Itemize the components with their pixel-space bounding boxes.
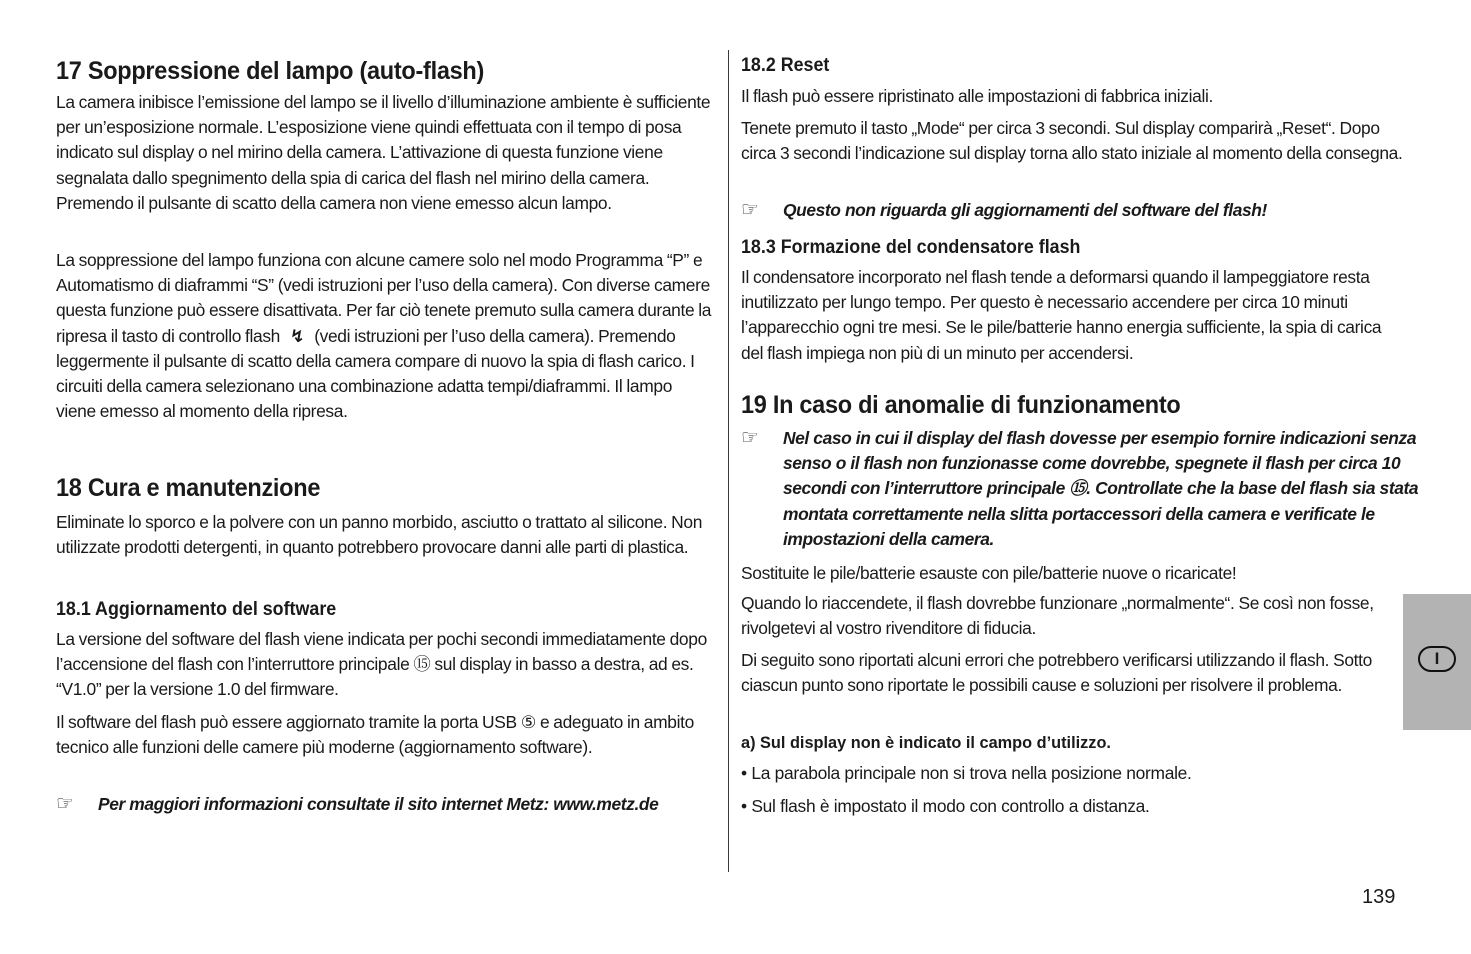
page-number: 139 [1362,886,1396,908]
flash-icon: ↯ [289,325,305,346]
section-18-3-title: 18.3 Formazione del condensatore flash [741,237,1081,258]
section-19-note [741,426,1423,552]
section-18-2-note [741,198,1423,223]
section-19-subheading-a: a) Sul display non è indicato il campo d’utilizzo. [741,733,1111,752]
section-19-title: 19 In caso di anomalie di funzionamento [741,391,1181,419]
section-18-2-note-text: Questo non riguarda gli aggiornamenti del software del flash! [783,200,1267,220]
section-18-title: 18 Cura e manutenzione [56,474,321,502]
section-19-note-text: Nel caso in cui il display del flash dovesse per esempio fornire indicazioni senza senso o il flash non funzionasse come dovrebbe, spegnete il flash per circa 10 secondi con l’interruttore principale ⑮. Controllate che la base del flash sia stata montata correttamente nella slitta portaccessori della camera e verificate le impostazioni della camera. [783,428,1419,549]
language-badge: I [1418,646,1456,672]
section-18-1-note-text: Per maggiori informazioni consultate il sito internet Metz: www.metz.de [98,794,659,814]
section-18-paragraph-1: Eliminate lo sporco e la polvere con un panno morbido, asciutto o trattato al silicone. Non utilizzate prodotti detergenti, in quanto potrebbero provocare danni alle parti di plastica. [56,512,703,558]
section-19-paragraph-2: Quando lo riaccendete, il flash dovrebbe funzionare „normalmente“. Se così non fosse, rivolgetevi al vostro rivenditore di fiducia. [741,593,1374,639]
column-divider [728,50,729,872]
section-18-1-paragraph-2: Il software del flash può essere aggiornato tramite la porta USB ⑤ e adeguato in ambito tecnico alle funzioni delle camere più moderne (aggiornamento software). [56,712,694,758]
section-19-paragraph-1: Sostituite le pile/batterie esauste con pile/batterie nuove o ricaricate! [741,563,1237,583]
section-17-paragraph-2b: (vedi istruzioni per l’uso della camera). Premendo leggermente il pulsante di scatto della camera compare di nuovo la spia di flash carico. I circuiti della camera selezionano una combinazione adatta tempi/diaframmi. Il lampo viene emesso al momento della ripresa. [56,325,695,422]
section-18-1-title: 18.1 Aggiornamento del software [56,599,337,620]
section-17-title: 17 Soppressione del lampo (auto-flash) [56,57,485,85]
pointing-hand-icon: ☞ [741,427,759,449]
section-18-2-paragraph-2: Tenete premuto il tasto „Mode“ per circa 3 secondi. Sul display comparirà „Reset“. Dopo circa 3 secondi l’indicazione sul display torna allo stato iniziale al momento della consegna. [741,118,1403,164]
section-17-paragraph-2a: La soppressione del lampo funziona con alcune camere solo nel modo Programma “P” e Automatismo di diaframmi “S” (vedi istruzioni per l’uso della camera). Con diverse camere questa funzione può essere disattivata. Per far ciò tenete premuto sulla camera durante la ripresa il tasto di controllo flash [56,250,712,346]
section-19-paragraph-3: Di seguito sono riportati alcuni errori che potrebbero verificarsi utilizzando il flash. Sotto ciascun punto sono riportate le possibili cause e soluzioni per risolvere il problema. [741,650,1372,696]
section-18-3-paragraph-1: Il condensatore incorporato nel flash tende a deformarsi quando il lampeggiatore resta inutilizzato per lungo tempo. Per questo è necessario accendere per circa 10 minuti l’apparecchio ogni tre mesi. Se le pile/batterie hanno energia sufficiente, la spia di carica del flash impiega non più di un minuto per accendersi. [741,267,1382,363]
section-18-1-note [56,792,748,817]
section-17-paragraph-2 [56,248,714,424]
section-18-2-title: 18.2 Reset [741,55,830,76]
language-tab [1403,594,1471,730]
section-17-paragraph-1: La camera inibisce l’emissione del lampo se il livello d’illuminazione ambiente è sufficiente per un’esposizione normale. L’esposizione viene quindi effettuata con il tempo di posa indicato sul display o nel mirino della camera. L’attivazione di questa funzione viene segnalata dallo spegnimento della spia di carica del flash nel mirino della camera. Premendo il pulsante di scatto della camera non viene emesso alcun lampo. [56,92,711,213]
pointing-hand-icon: ☞ [741,199,759,221]
pointing-hand-icon: ☞ [56,793,74,815]
list-item: • La parabola principale non si trova nella posizione normale. [741,763,1192,783]
list-item: • Sul flash è impostato il modo con controllo a distanza. [741,796,1150,816]
section-18-2-paragraph-1: Il flash può essere ripristinato alle impostazioni di fabbrica iniziali. [741,86,1213,106]
section-18-1-paragraph-1: La versione del software del flash viene indicata per pochi secondi immediatamente dopo l’accensione del flash con l’interruttore principale ⑮ sul display in basso a destra, ad es. “V1.0” per la versione 1.0 del firmware. [56,629,707,700]
